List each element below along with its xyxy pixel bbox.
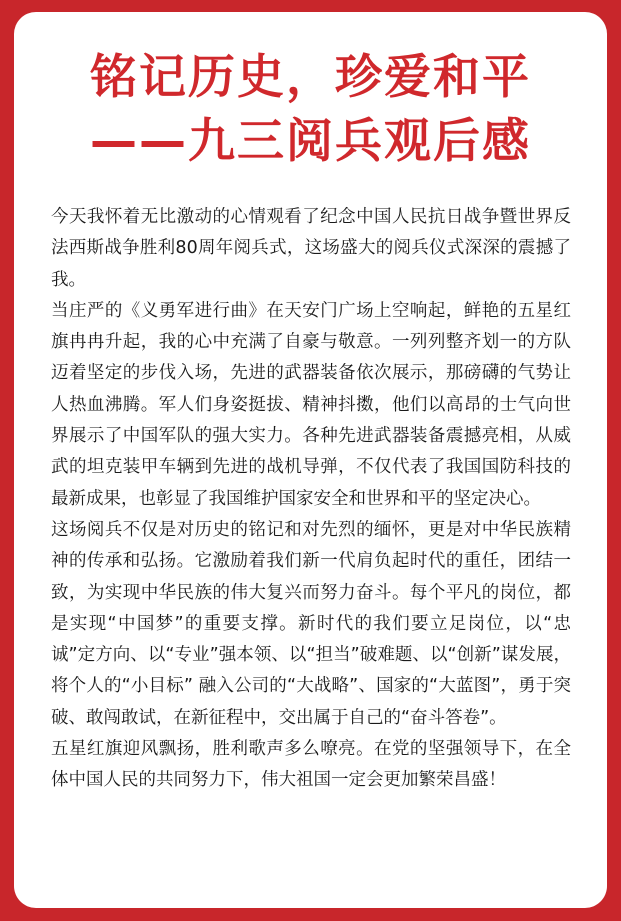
paragraph-conclusion: 五星红旗迎风飘扬，胜利歌声多么嘹亮。在党的坚强领导下，在全体中国人民的共同努力下，伟大祖国一定会更加繁荣昌盛！ [51,739,571,791]
article-subtitle: ——九三阅兵观后感 [90,114,531,169]
paragraph-intro: 今天我怀着无比激动的心情观看了纪念中国人民抗日战争暨世界反法西斯战争胜利80周年阅兵式，这场盛大的阅兵仪式深深的震撼了我。 [51,207,571,290]
article-body [51,202,571,797]
article-title: 铭记历史，珍爱和平 [90,50,531,105]
article-card [14,12,607,908]
paragraph-significance: 这场阅兵不仅是对历史的铭记和对先烈的缅怀，更是对中华民族精神的传承和弘扬。它激励着我们新一代肩负起时代的重任，团结一致，为实现中华民族的伟大复兴而努力奋斗。每个平凡的岗位，都是实现“中国梦”的重要支撑。新时代的我们要立足岗位，以“忠诚”定方向、以“专业”强本领、以“担当”破难题、以“创新”谋发展，将个人的“小目标” 融入公司的“大战略”、国家的“大蓝图”，勇于突破、敢闯敢试，在新征程中，交出属于自己的“奋斗答卷”。 [51,519,571,728]
paragraph-parade: 当庄严的《义勇军进行曲》在天安门广场上空响起，鲜艳的五星红旗冉冉升起，我的心中充满了自豪与敬意。一列列整齐划一的方队迈着坚定的步伐入场，先进的武器装备依次展示，那磅礴的气势让人热血沸腾。军人们身姿挺拔、精神抖擞，他们以高昂的士气向世界展示了中国军队的强大实力。各种先进武器装备震撼亮相，从威武的坦克装甲车辆到先进的战机导弹，不仅代表了我国国防科技的最新成果，也彰显了我国维护国家安全和世界和平的坚定决心。 [51,300,571,509]
